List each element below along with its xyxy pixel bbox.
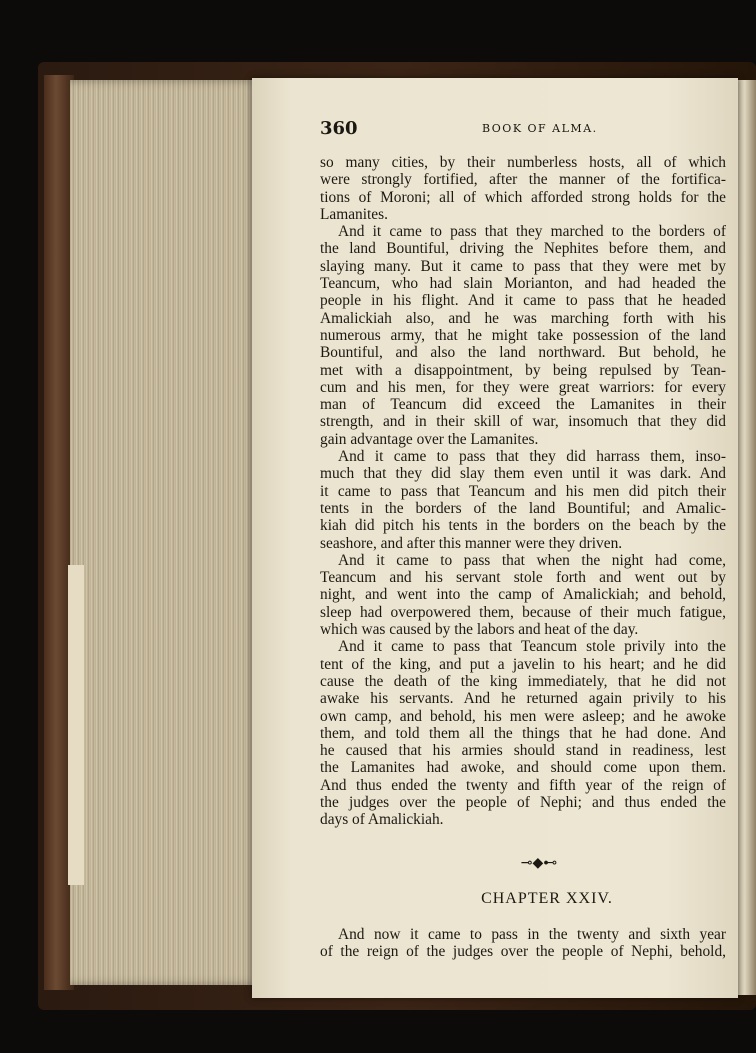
text-line: night, and went into the camp of Amalickiah; and behold, bbox=[320, 586, 726, 604]
chapter-text bbox=[320, 926, 726, 961]
text-line: the judges over the people of Nephi; and thus ended the bbox=[320, 793, 726, 811]
text-line: of the reign of the judges over the people of Nephi, behold, bbox=[320, 943, 726, 961]
page-tab-strip bbox=[68, 565, 84, 885]
running-title: BOOK OF ALMA. bbox=[482, 122, 598, 135]
text-line: And it came to pass that they marched to the borders of bbox=[338, 223, 726, 241]
text-line: awake his servants. And he returned again privily to his bbox=[320, 690, 726, 708]
text-line: man of Teancum did exceed the Lamanites in their bbox=[320, 396, 726, 414]
text-line: Amalickiah also, and he was marching forth with his bbox=[320, 309, 726, 327]
text-line: cause the death of the king immediately, that he did not bbox=[320, 672, 726, 690]
text-line: people in his flight. And it came to pass that he headed bbox=[320, 292, 726, 310]
text-line: tent of the king, and put a javelin to his heart; and he did bbox=[320, 655, 726, 673]
text-line: tions of Moroni; all of which afforded strong holds for the bbox=[320, 188, 726, 206]
text-line: cum and his men, for they were great warriors: for every bbox=[320, 378, 726, 396]
page-header bbox=[320, 118, 720, 138]
text-line: he caused that his armies should stand in readiness, lest bbox=[320, 742, 726, 760]
text-line: the land Bountiful, driving the Nephites before them, and bbox=[320, 240, 726, 258]
text-line: them, and told them all the things that he had done. And bbox=[320, 724, 726, 742]
text-line: sleep had overpowered them, because of their much fatigue, bbox=[320, 603, 726, 621]
text-line: slaying many. But it came to pass that they were met by bbox=[320, 257, 726, 275]
text-line: Lamanites. bbox=[320, 205, 388, 223]
text-line: And it came to pass that Teancum stole privily into the bbox=[338, 638, 726, 656]
body-text bbox=[320, 154, 726, 829]
text-line: it came to pass that Teancum and his men did pitch their bbox=[320, 482, 726, 500]
text-line: own camp, and behold, his men were asleep; and he awoke bbox=[320, 707, 726, 725]
text-line: the Lamanites had awoke, and should come upon them. bbox=[320, 759, 726, 777]
text-line: were strongly fortified, after the manner of the fortifica- bbox=[320, 171, 726, 189]
text-line: Teancum and his servant stole forth and went out by bbox=[320, 569, 726, 587]
right-page-edge bbox=[737, 80, 756, 995]
text-line: tents in the borders of the land Bountiful; and Amalic- bbox=[320, 499, 726, 517]
text-line: numerous army, that he might take possession of the land bbox=[320, 326, 726, 344]
chapter-heading: CHAPTER XXIV. bbox=[481, 890, 613, 907]
text-line: Teancum, who had slain Morianton, and had headed the bbox=[320, 275, 726, 293]
book-page bbox=[252, 78, 738, 998]
text-line: met with a disappointment, by being repulsed by Tean- bbox=[320, 361, 726, 379]
text-line: And it came to pass that they did harrass them, inso- bbox=[338, 448, 726, 466]
text-line: And it came to pass that when the night had come, bbox=[338, 551, 726, 569]
text-line: And thus ended the twenty and fifth year of the reign of bbox=[320, 776, 726, 794]
page-block-edge bbox=[70, 80, 260, 985]
text-line: And now it came to pass in the twenty and sixth year bbox=[338, 926, 726, 943]
text-line: strength, and in their skill of war, insomuch that they did bbox=[320, 413, 726, 431]
page-number: 360 bbox=[320, 118, 358, 139]
text-line: gain advantage over the Lamanites. bbox=[320, 430, 539, 448]
text-line: so many cities, by their numberless hosts, all of which bbox=[320, 154, 726, 171]
text-line: kiah did pitch his tents in the borders on the beach by the bbox=[320, 517, 726, 535]
text-line: much that they did slay them even until it was dark. And bbox=[320, 465, 726, 483]
ornament-divider: ⊸◆⊷ bbox=[520, 855, 558, 871]
text-line: which was caused by the labors and heat of the day. bbox=[320, 621, 639, 639]
text-line: seashore, and after this manner were they driven. bbox=[320, 534, 623, 552]
text-line: Bountiful, and also the land northward. But behold, he bbox=[320, 344, 726, 362]
text-line: days of Amalickiah. bbox=[320, 811, 444, 829]
